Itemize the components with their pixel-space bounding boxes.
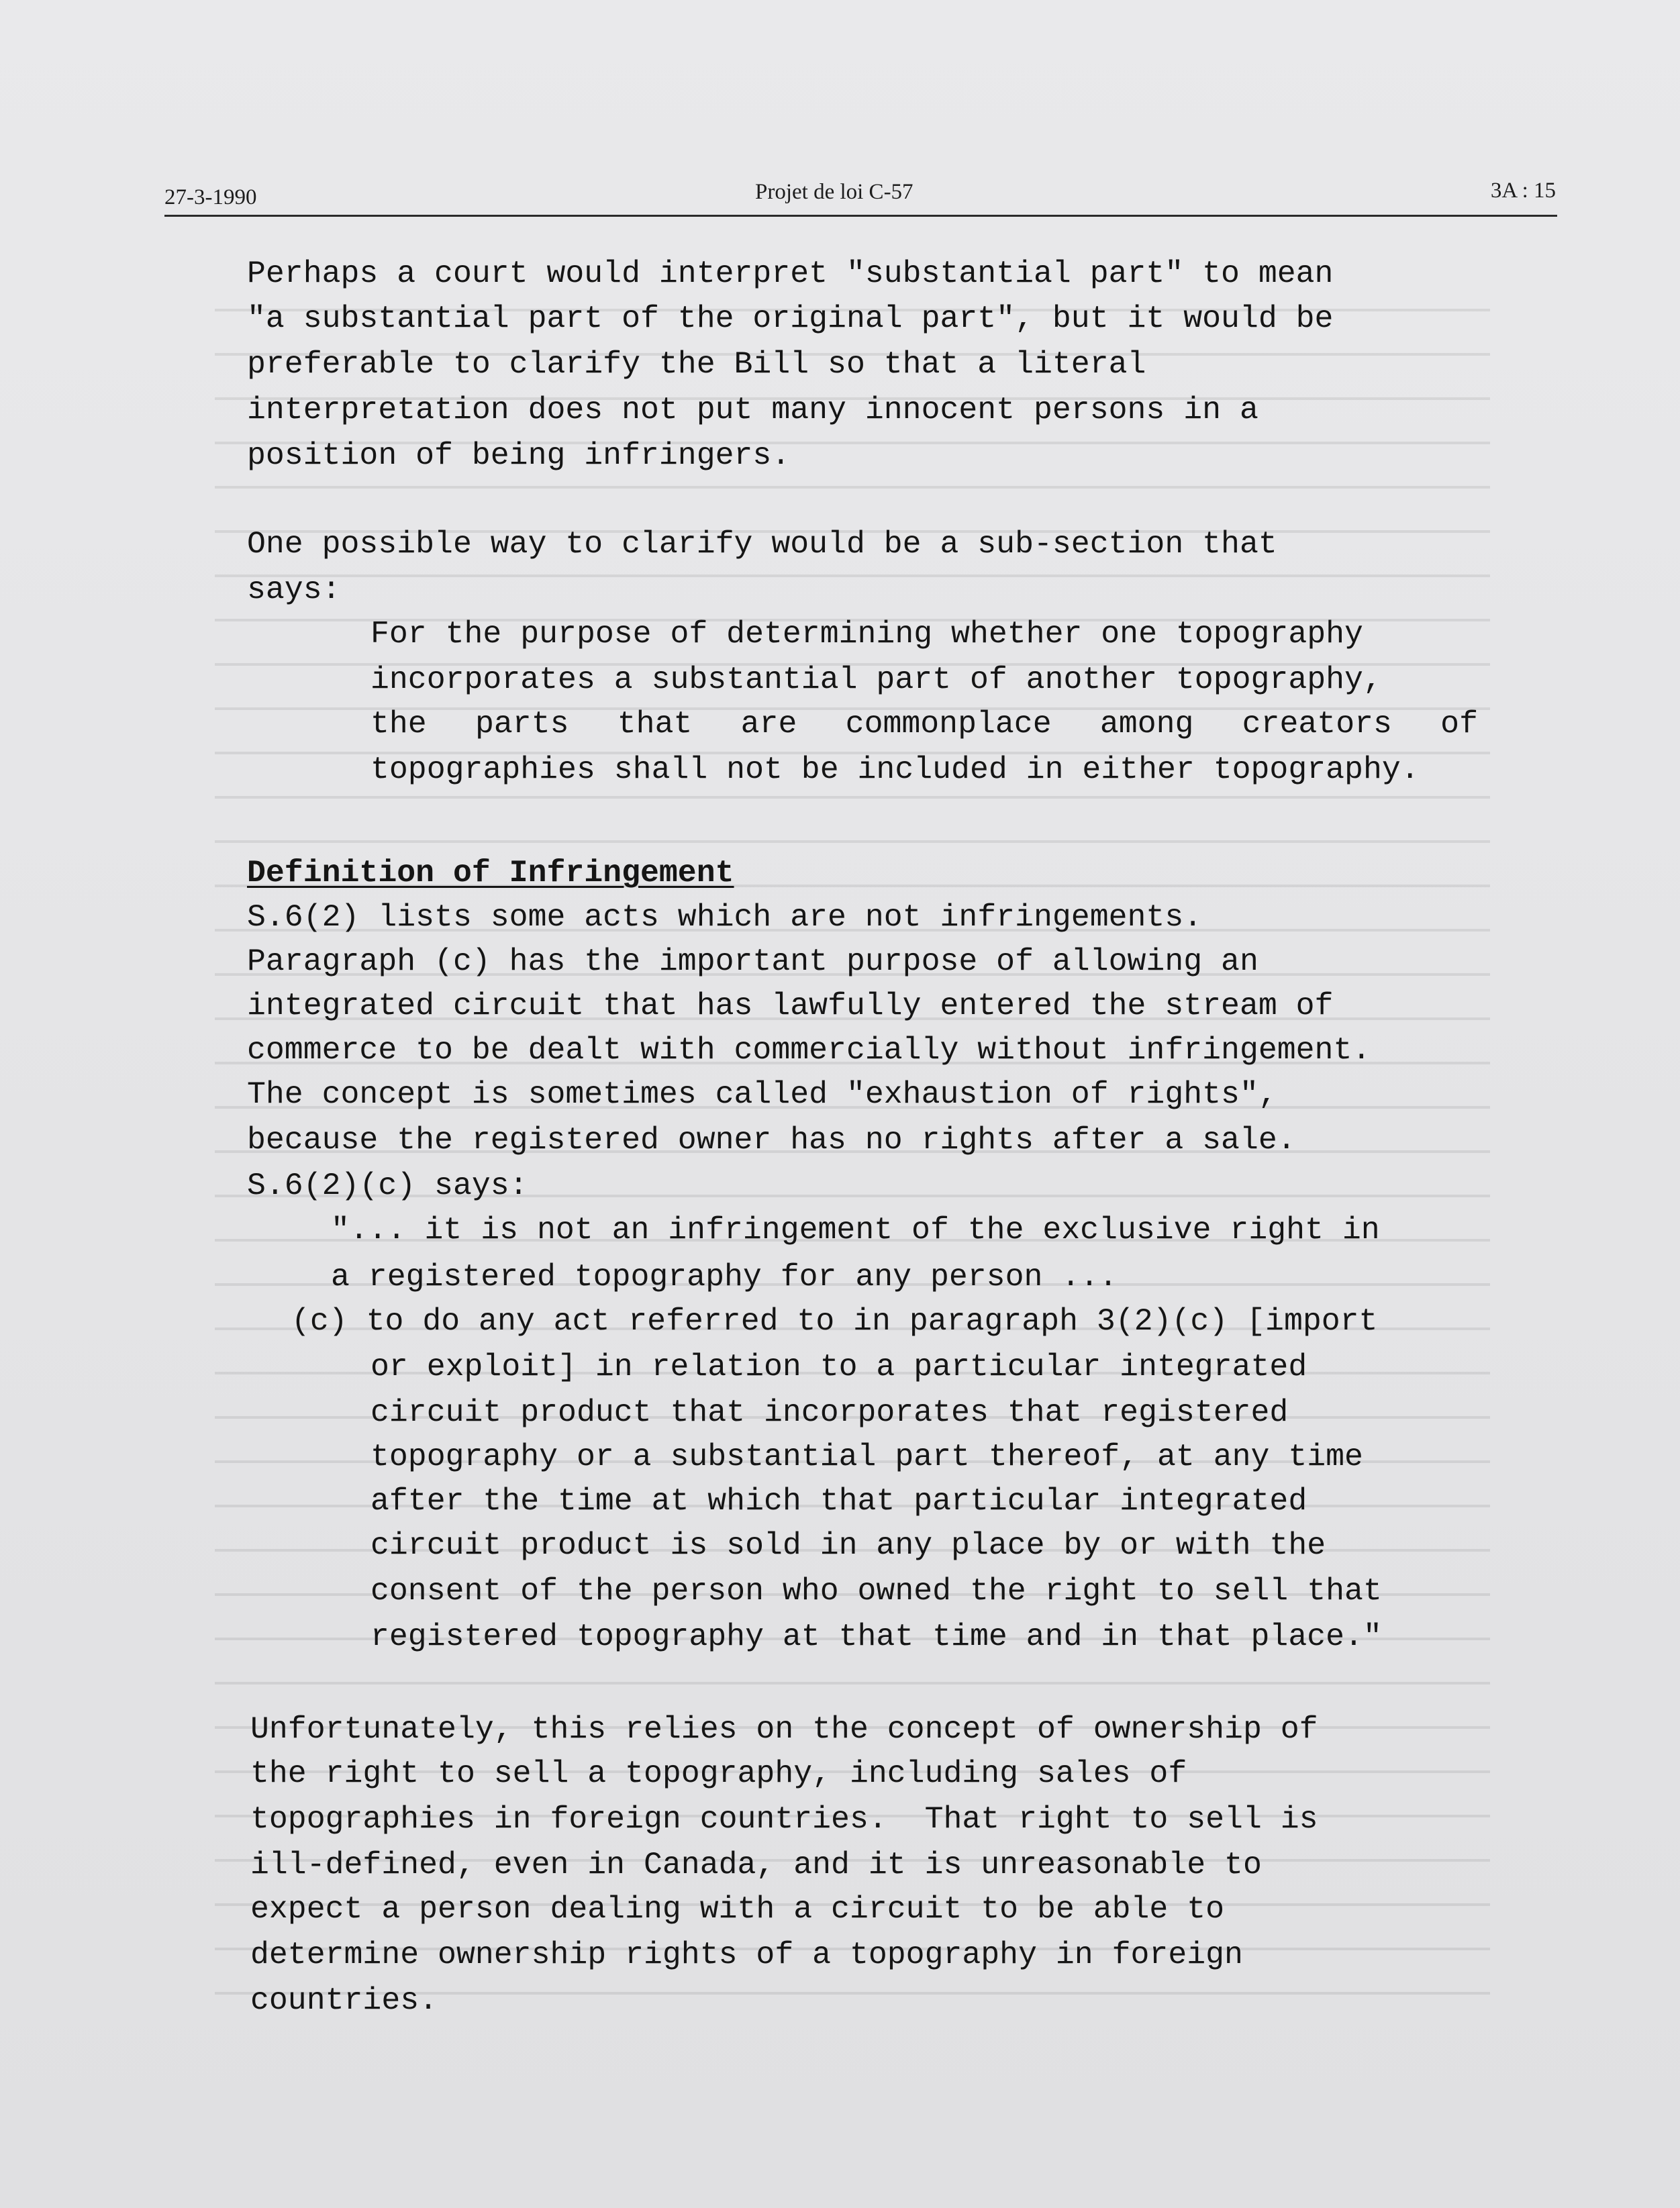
statute-line: circuit product is sold in any place by or with the (370, 1527, 1326, 1563)
statute-line: topography or a substantial part thereof, at any time (370, 1439, 1363, 1474)
quote-line: incorporates a substantial part of another topography, (370, 662, 1382, 697)
text-line: topographies in foreign countries. That right to sell is (250, 1801, 1318, 1837)
text-line: the right to sell a topography, including sales of (250, 1756, 1187, 1791)
section-heading: Definition of Infringement (247, 855, 734, 891)
quote-line: the parts that are commonplace among creators of (370, 706, 1478, 742)
text-line: ill-defined, even in Canada, and it is unreasonable to (250, 1847, 1262, 1883)
statute-line: a registered topography for any person ... (331, 1259, 1118, 1295)
statute-line: or exploit] in relation to a particular integrated (370, 1349, 1307, 1385)
text-line: countries. (250, 1983, 438, 2018)
text-line: says: (247, 572, 341, 607)
text-line: Paragraph (c) has the important purpose of allowing an (247, 944, 1258, 979)
header-bill-title: Projet de loi C-57 (755, 180, 913, 204)
text-line: Perhaps a court would interpret "substantial part" to mean (247, 256, 1334, 291)
text-line: expect a person dealing with a circuit to be able to (250, 1891, 1225, 1927)
text-line: S.6(2) lists some acts which are not infringements. (247, 899, 1203, 935)
quote-line: topographies shall not be included in either topography. (370, 752, 1420, 787)
text-line: S.6(2)(c) says: (247, 1168, 528, 1203)
text-line: interpretation does not put many innocent persons in a (247, 392, 1258, 428)
text-line: commerce to be dealt with commercially without infringement. (247, 1032, 1371, 1068)
text-line: One possible way to clarify would be a sub-section that (247, 526, 1277, 562)
text-line: because the registered owner has no rights after a sale. (247, 1122, 1296, 1158)
text-line: preferable to clarify the Bill so that a literal (247, 346, 1146, 382)
text-line: determine ownership rights of a topography in foreign (250, 1937, 1243, 1972)
statute-line: consent of the person who owned the right to sell that (370, 1573, 1382, 1609)
statute-line: (c) to do any act referred to in paragraph 3(2)(c) [import (291, 1303, 1378, 1339)
statute-line: circuit product that incorporates that registered (370, 1395, 1289, 1430)
text-line: "a substantial part of the original part", but it would be (247, 301, 1334, 336)
text-line: The concept is sometimes called "exhaustion of rights", (247, 1076, 1277, 1112)
text-line: integrated circuit that has lawfully entered the stream of (247, 988, 1334, 1023)
statute-line: "... it is not an infringement of the exclusive right in (331, 1212, 1380, 1248)
statute-line: registered topography at that time and in that place." (370, 1619, 1382, 1654)
text-line: position of being infringers. (247, 438, 791, 473)
header-date: 27-3-1990 (164, 185, 257, 209)
statute-line: after the time at which that particular integrated (370, 1483, 1307, 1519)
header-page-number: 3A : 15 (1490, 179, 1556, 203)
page-header (164, 176, 1557, 217)
quote-line: For the purpose of determining whether one topography (370, 616, 1363, 652)
text-line: Unfortunately, this relies on the concept of ownership of (250, 1711, 1318, 1747)
